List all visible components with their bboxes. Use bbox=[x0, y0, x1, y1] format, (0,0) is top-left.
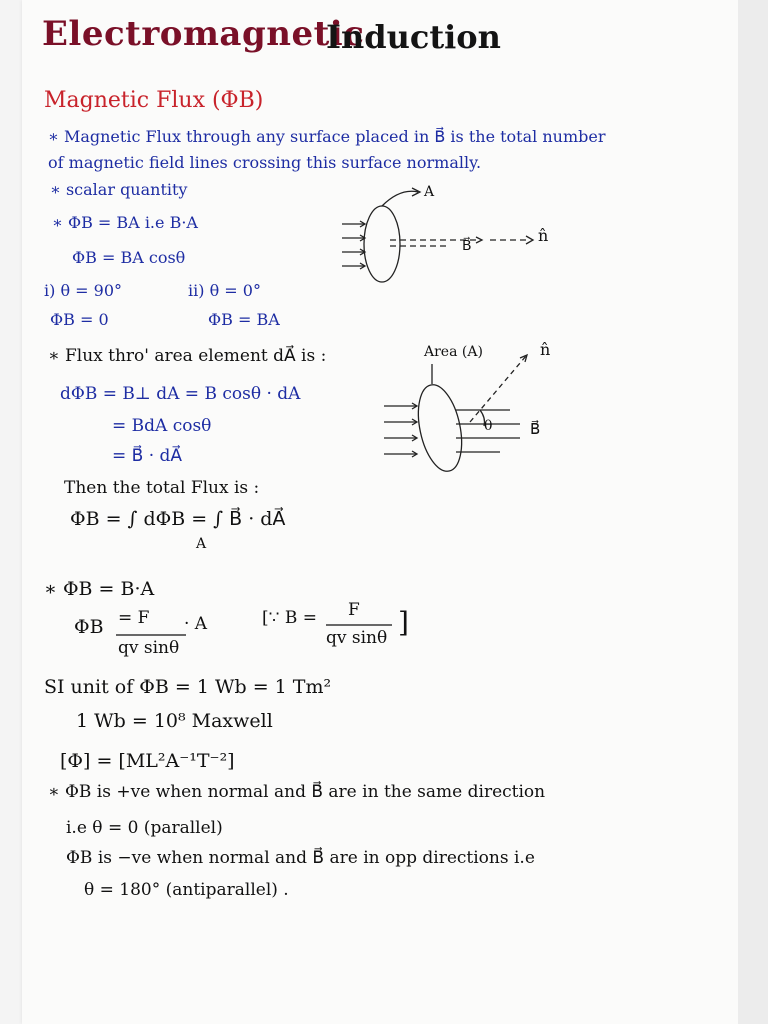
fig2-field-label: B⃗ bbox=[530, 420, 541, 438]
si-unit: SI unit of ΦB = 1 Wb = 1 Tm² bbox=[44, 676, 332, 698]
integral-subscript: A bbox=[196, 536, 207, 552]
fig1-area-label: A bbox=[424, 184, 435, 200]
b-substitution-close: ] bbox=[398, 606, 409, 639]
flux-equation-2: ΦB = BA cosθ bbox=[72, 248, 186, 267]
fraction-denominator: qv sinθ bbox=[118, 638, 180, 658]
fig1-field-label: B⃗ bbox=[462, 238, 472, 254]
fig2-angle-label: θ bbox=[484, 418, 493, 434]
fraction-numerator-f: = F bbox=[118, 608, 150, 628]
times-area: · A bbox=[184, 614, 208, 634]
substitution-fraction-bar bbox=[326, 624, 406, 628]
positive-flux-line-2: i.e θ = 0 (parallel) bbox=[66, 818, 223, 838]
flux-ba: ∗ ΦB = B·A bbox=[44, 578, 155, 600]
dimensional-formula: [Φ] = [ML²A⁻¹T⁻²] bbox=[60, 750, 235, 772]
differential-flux-2: = BdA cosθ bbox=[112, 416, 212, 436]
page-edge bbox=[738, 0, 768, 1024]
section-heading: Magnetic Flux (ΦB) bbox=[44, 88, 264, 113]
case-1: i) θ = 90° bbox=[44, 281, 123, 300]
weber-maxwell: 1 Wb = 10⁸ Maxwell bbox=[76, 710, 273, 732]
b-substitution-open: [∵ B = bbox=[262, 608, 317, 628]
flux-loop-diagram bbox=[330, 180, 570, 290]
negative-flux-line-2: θ = 180° (antiparallel) . bbox=[84, 880, 289, 900]
scalar-note: ∗ scalar quantity bbox=[50, 180, 188, 199]
area-element-diagram bbox=[380, 356, 580, 496]
fig2-normal-label: n̂ bbox=[540, 340, 551, 359]
fig1-normal-label: n̂ bbox=[538, 226, 549, 245]
definition-line-2: of magnetic field lines crossing this surface normally. bbox=[48, 153, 482, 172]
positive-flux-line-1: ∗ ΦB is +ve when normal and B⃗ are in the same direction bbox=[48, 782, 546, 802]
case-1-result: ΦB = 0 bbox=[50, 310, 109, 329]
case-2-result: ΦB = BA bbox=[208, 310, 280, 329]
b-substitution-denominator: qv sinθ bbox=[326, 628, 388, 648]
negative-flux-line-1: ΦB is −ve when normal and B⃗ are in opp directions i.e bbox=[66, 848, 535, 868]
fraction-bar bbox=[116, 634, 196, 638]
title-left: Electromagnetic bbox=[42, 14, 365, 54]
b-substitution-numerator: F bbox=[348, 600, 360, 620]
total-flux-heading: Then the total Flux is : bbox=[64, 478, 260, 498]
flux-equation-1: ∗ ΦB = BA i.e B·A bbox=[52, 213, 198, 232]
title-right: Induction bbox=[326, 18, 501, 56]
differential-flux-3: = B⃗ · dA⃗ bbox=[112, 446, 183, 466]
fig2-area-label: Area (A) bbox=[424, 344, 483, 360]
definition-line-1: ∗ Magnetic Flux through any surface placed in B⃗ is the total number bbox=[48, 127, 606, 146]
case-2: ii) θ = 0° bbox=[188, 281, 261, 300]
flux-symbol: ΦB bbox=[74, 616, 104, 638]
differential-flux-1: dΦB = B⊥ dA = B cosθ · dA bbox=[60, 384, 301, 404]
total-flux-integral: ΦB = ∫ dΦB = ∫ B⃗ · dA⃗ bbox=[70, 508, 286, 530]
flux-element-heading: ∗ Flux thro' area element dA⃗ is : bbox=[48, 346, 327, 366]
